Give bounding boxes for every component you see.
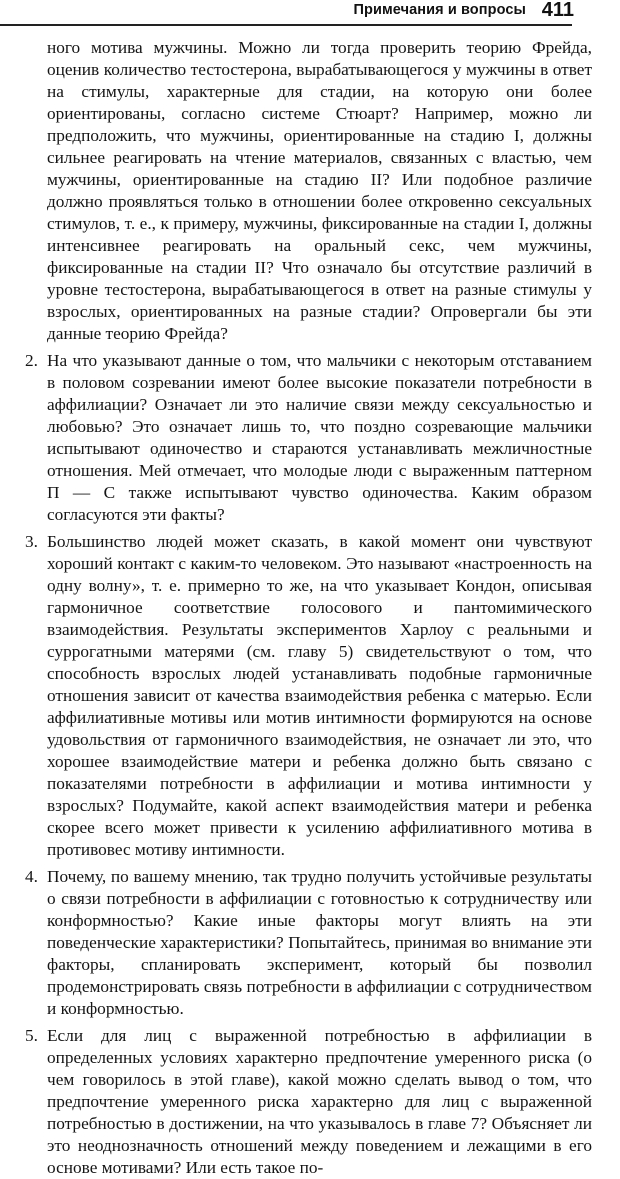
question-text: Если для лиц с выраженной потребностью в аффилиации в определенных условиях характерно предпочтение умеренного риска (о чем говорилось в этой главе), какой можно сделать вывод о том, что предпочтение умеренного риска характерно для лиц с выраженной потребностью в достижении, на что указывалось в главе 7? Объясняет ли это неоднозначность отношений между поведением и лежащими в его основе мотивами? Или есть такое по- [47,1026,592,1177]
question-number: 3. [25,532,38,551]
question-item [25,531,592,861]
question-number: 5. [25,1026,38,1045]
question-item [25,350,592,526]
question-item [25,1025,592,1179]
running-header [0,0,620,28]
header-rule [0,24,572,26]
question-text: Большинство людей может сказать, в какой момент они чувствуют хороший контакт с каким-то человеком. Это называют «настроенность на одну волну», т. е. примерно то же, на что указывает Кондон, описывая гармоничное соответствие голосового и пантомимического взаимодействия. Результаты экспериментов Харлоу с реальными и суррогатными матерями (см. главу 5) свидетельствуют о том, что способность взрослых людей устанавливать подобные гармоничные отношения зависит от качества взаимодействия ребенка с матерью. Если аффилиативные мотивы или мотив интимности формируются на основе удовольствия от гармоничного взаимодействия, не означает ли это, что хорошее взаимодействие матери и ребенка должно быть связано с показателями потребности в аффилиации и мотива интимности у взрослых? Подумайте, какой аспект взаимодействия матери и ребенка скорее всего может привести к усилению аффилиативного мотива в противовес мотиву интимности. [47,532,592,859]
question-number: 4. [25,867,38,886]
page-number: 411 [541,0,574,21]
continued-paragraph: ного мотива мужчины. Можно ли тогда проверить теорию Фрейда, оценив количество тестостерона, вырабатывающегося у мужчины в ответ на стимулы, характерные для стадии, на которую они более ориентированы, согласно системе Стюарт? Например, можно ли предположить, что мужчины, ориентированные на стадию I, должны сильнее реагировать на чтение материалов, связанных с властью, чем мужчины, ориентированные на стадию II? Или подобное различие должно проявляться только в отношении более откровенно сексуальных стимулов, т. е., к примеру, мужчины, фиксированные на стадии I, должны интенсивнее реагировать на оральный секс, чем мужчины, фиксированные на стадии II? Что означало бы отсутствие различий в уровне тестостерона, вырабатывающегося в ответ на разные стимулы у взрослых, ориентированных на разные стадии? Опровергали бы эти данные теорию Фрейда? [47,38,592,343]
question-item [25,866,592,1020]
question-number: 2. [25,351,38,370]
running-header-title: Примечания и вопросы [353,2,526,18]
question-text: На что указывают данные о том, что мальчики с некоторым отставанием в половом созревании имеют более высокие показатели потребности в аффилиации? Означает ли это наличие связи между сексуальностью и любовью? Это означает лишь то, что поздно созревающие мальчики испытывают одиночество и стараются устанавливать межличностные отношения. Мей отмечает, что молодые люди с выраженным паттерном П — С также испытывают чувство одиночества. Каким образом согласуются эти факты? [47,351,592,524]
page-body [25,37,592,1179]
question-text: Почему, по вашему мнению, так трудно получить устойчивые результаты о связи потребности в аффилиации с готовностью к сотрудничеству или конформностью? Какие иные факторы могут влиять на эти поведенческие характеристики? Попытайтесь, принимая во внимание эти факторы, спланировать эксперимент, который бы позволил продемонстрировать связь потребности в аффилиации с сотрудничеством и конформностью. [47,867,592,1018]
